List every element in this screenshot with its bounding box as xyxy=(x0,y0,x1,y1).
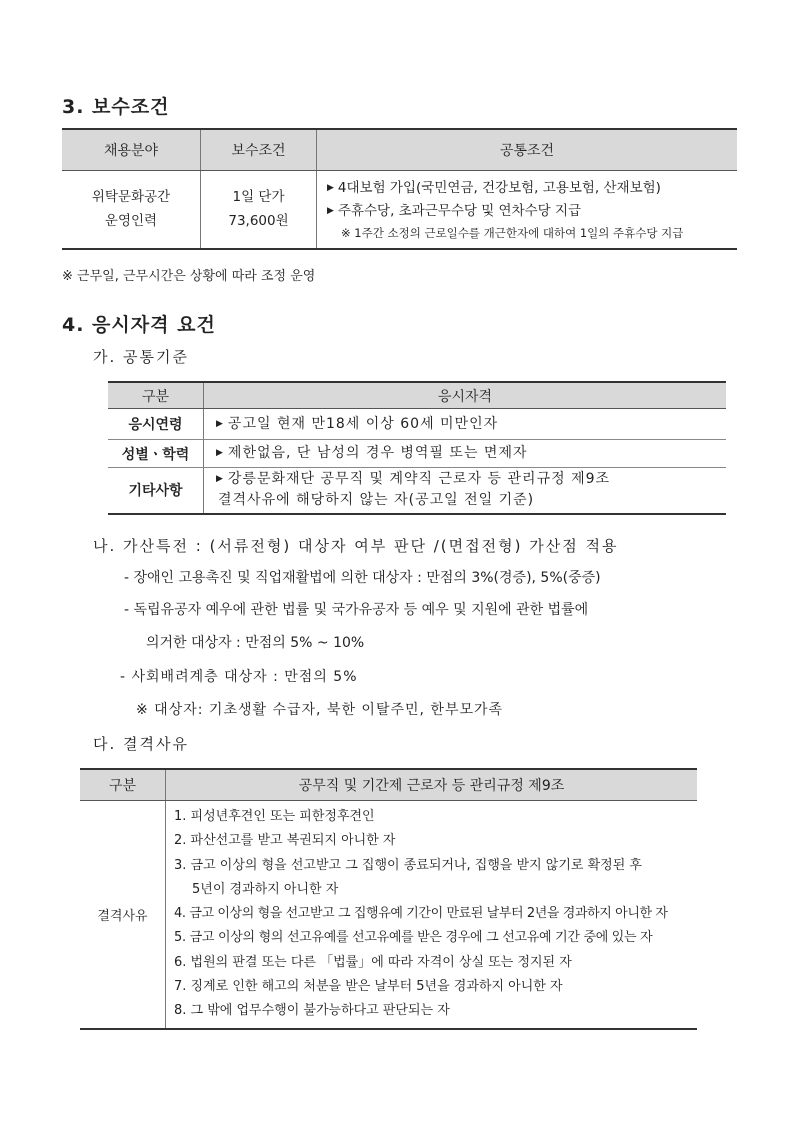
list-item: 8. 그 밖에 업무수행이 불가능하다고 판단되는 자 xyxy=(174,1003,450,1019)
field-cell xyxy=(62,171,201,249)
triangle-bullet-icon: ▶ xyxy=(216,474,224,485)
list-item: 2. 파산선고를 받고 복권되지 아니한 자 xyxy=(174,833,396,849)
disqualification-table xyxy=(80,768,697,1030)
col-header-pay: 보수조건 xyxy=(201,129,317,171)
row-value-text: 제한없음, 단 남성의 경우 병역필 또는 면제자 xyxy=(227,445,528,461)
condition-text: 주휴수당, 초과근무수당 및 연차수당 지급 xyxy=(337,203,582,220)
pay-conditions-table xyxy=(62,128,737,250)
condition-item xyxy=(327,200,737,223)
row-value-other xyxy=(204,468,727,514)
bonus-item: 의거한 대상자 : 만점의 5% ~ 10% xyxy=(146,635,365,651)
triangle-bullet-icon: ▶ xyxy=(216,418,224,429)
row-value-line xyxy=(216,469,726,490)
pay-cell xyxy=(201,171,317,249)
row-label-gender-education: 성별ㆍ학력 xyxy=(108,440,204,468)
row-value-line: 결격사유에 해당하지 않는 자(공고일 전일 기준) xyxy=(218,492,535,509)
pay-line: 73,600원 xyxy=(228,213,289,230)
condition-text: 4대보험 가입(국민연금, 건강보험, 고용보험, 산재보험) xyxy=(337,180,661,197)
list-item: 1. 피성년후견인 또는 피한정후견인 xyxy=(174,809,375,824)
row-label-other: 기타사항 xyxy=(128,483,183,500)
disqualification-label: 결격사유 xyxy=(97,908,148,924)
eligibility-table xyxy=(108,381,726,515)
triangle-bullet-icon: ▶ xyxy=(327,183,334,194)
bonus-item: - 장애인 고용촉진 및 직업재활법에 의한 대상자 : 만점의 3%(경증), 5%(중증) xyxy=(124,570,601,586)
pay-line: 1일 단가 xyxy=(232,189,285,206)
disqualification-list xyxy=(166,801,698,1029)
list-item: 7. 징계로 인한 해고의 처분을 받은 날부터 5년을 경과하지 아니한 자 xyxy=(174,979,563,995)
list-item: 4. 금고 이상의 형을 선고받고 그 집행유예 기간이 만료된 날부터 2년을 경과하지 아니한 자 xyxy=(174,906,668,922)
field-line: 위탁문화공간 xyxy=(91,189,171,206)
col-header-category: 구분 xyxy=(108,382,204,409)
subsection-a-title: 가. 공통기준 xyxy=(93,348,189,366)
row-value-text: 강릉문화재단 공무직 및 계약직 근로자 등 관리규정 제9조 xyxy=(227,471,611,488)
col-header-regulation: 공무직 및 기간제 근로자 등 관리규정 제9조 xyxy=(166,769,698,801)
row-label-age: 응시연령 xyxy=(108,409,204,440)
col-header-category: 구분 xyxy=(80,769,166,801)
subsection-b-title: 나. 가산특전 : (서류전형) 대상자 여부 판단 /(면접전형) 가산점 적용 xyxy=(93,537,619,555)
col-header-common: 공통조건 xyxy=(317,129,738,171)
field-line: 운영인력 xyxy=(104,213,158,230)
condition-item xyxy=(327,177,737,200)
row-value-age xyxy=(204,409,727,440)
list-item: 6. 법원의 판결 또는 다른 「법률」에 따라 자격이 상실 또는 정지된 자 xyxy=(174,954,572,970)
subsection-c-title: 다. 결격사유 xyxy=(93,735,189,753)
bonus-item: - 독립유공자 예우에 관한 법률 및 국가유공자 등 예우 및 지원에 관한 법률에 xyxy=(124,602,589,618)
bonus-note: ※ 대상자: 기초생활 수급자, 북한 이탈주민, 한부모가족 xyxy=(136,702,504,718)
section-3-heading: 3. 보수조건 xyxy=(62,96,170,118)
col-header-eligibility: 응시자격 xyxy=(204,382,727,409)
triangle-bullet-icon: ▶ xyxy=(216,448,224,458)
section-4-heading: 4. 응시자격 요건 xyxy=(62,314,216,336)
bonus-item: - 사회배려계층 대상자 : 만점의 5% xyxy=(120,669,358,685)
col-header-field: 채용분야 xyxy=(62,129,201,171)
row-value-text: 공고일 현재 만18세 이상 60세 미만인자 xyxy=(227,415,499,432)
row-value-gender-education xyxy=(204,440,727,468)
section-3-note: ※ 근무일, 근무시간은 상황에 따라 조정 운영 xyxy=(62,269,316,284)
list-item: 5. 금고 이상의 형의 선고유예를 선고유예를 받은 경우에 그 선고유예 기간 중에 있는 자 xyxy=(174,930,653,946)
common-conditions-cell xyxy=(317,171,738,249)
triangle-bullet-icon: ▶ xyxy=(327,206,334,217)
list-item: 5년이 경과하지 아니한 자 xyxy=(192,881,339,897)
list-item: 3. 금고 이상의 형을 선고받고 그 집행이 종료되거나, 집행을 받지 않기로 확정된 후 xyxy=(174,857,642,873)
condition-note: ※ 1주간 소정의 근로일수를 개근한자에 대하여 1일의 주휴수당 지급 xyxy=(341,226,684,241)
